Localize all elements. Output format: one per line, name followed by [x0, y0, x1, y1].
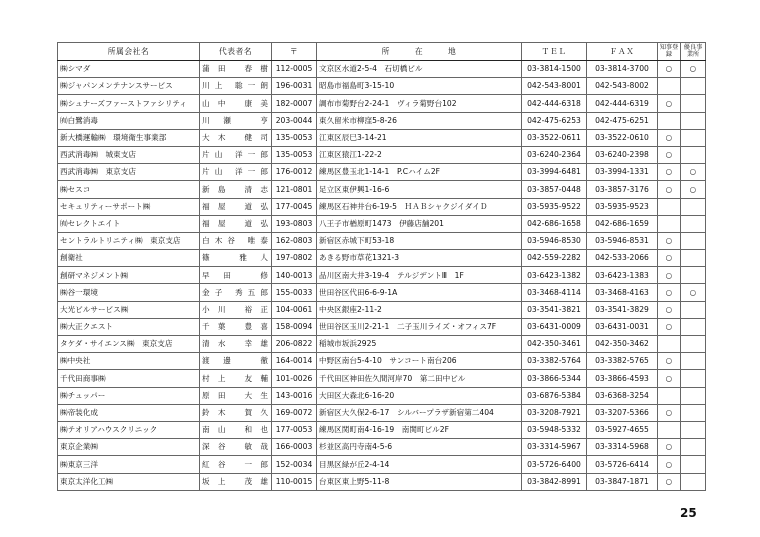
cell-tel: 03-5935-9522 [522, 198, 587, 215]
cell-governor-registration-mark [658, 215, 681, 232]
cell-address: 新宿区大久保2-6-17 シルバープラザ新宿第二404 [317, 404, 522, 421]
page-number: 25 [680, 506, 697, 520]
cell-governor-registration-mark [658, 78, 681, 95]
cell-postal-code: 196-0031 [272, 78, 317, 95]
cell-fax: 03-3847-1871 [587, 473, 658, 490]
cell-postal-code: 197-0802 [272, 250, 317, 267]
cell-fax: 03-3857-3176 [587, 181, 658, 198]
table-row [58, 112, 706, 129]
cell-tel: 03-3208-7921 [522, 404, 587, 421]
cell-tel: 03-3814-1500 [522, 61, 587, 78]
cell-representative: 村上 友輔 [200, 370, 272, 387]
company-registry-table [57, 42, 706, 491]
table-body [58, 61, 706, 491]
cell-postal-code: 206-0822 [272, 336, 317, 353]
cell-company: ㈱シマダ [58, 61, 200, 78]
cell-postal-code: 166-0003 [272, 439, 317, 456]
cell-fax: 03-6423-1383 [587, 267, 658, 284]
cell-address: 世田谷区玉川2-21-1 二子玉川ライズ・オフィス7F [317, 318, 522, 335]
cell-postal-code: 143-0016 [272, 387, 317, 404]
cell-excellent-office-mark: ○ [681, 164, 706, 181]
cell-governor-registration-mark [658, 198, 681, 215]
cell-representative: 大木 健司 [200, 129, 272, 146]
cell-company: ㈱帝装化成 [58, 404, 200, 421]
cell-tel: 03-3468-4114 [522, 284, 587, 301]
cell-fax: 03-5726-6414 [587, 456, 658, 473]
cell-excellent-office-mark [681, 353, 706, 370]
cell-address: あきる野市草花1321-3 [317, 250, 522, 267]
cell-excellent-office-mark [681, 370, 706, 387]
cell-fax: 03-3468-4163 [587, 284, 658, 301]
table-row [58, 215, 706, 232]
header-address: 所 在 地 [317, 43, 522, 61]
cell-representative: 川瀬 亨 [200, 112, 272, 129]
cell-address: 昭島市福島町3-15-10 [317, 78, 522, 95]
cell-representative: 白木谷 唯泰 [200, 232, 272, 249]
cell-tel: 03-3866-5344 [522, 370, 587, 387]
cell-tel: 042-475-6253 [522, 112, 587, 129]
cell-fax: 042-543-8002 [587, 78, 658, 95]
table-row [58, 95, 706, 112]
cell-fax: 03-3866-4593 [587, 370, 658, 387]
cell-excellent-office-mark [681, 232, 706, 249]
cell-company: 新大橋運輸㈱ 環境衛生事業部 [58, 129, 200, 146]
cell-postal-code: 182-0007 [272, 95, 317, 112]
cell-company: 千代田商事㈱ [58, 370, 200, 387]
cell-fax: 03-3382-5765 [587, 353, 658, 370]
cell-governor-registration-mark: ○ [658, 61, 681, 78]
cell-representative: 金子 秀五郎 [200, 284, 272, 301]
cell-representative: 福屋 道弘 [200, 198, 272, 215]
cell-address: 東久留米市柳窪5-8-26 [317, 112, 522, 129]
cell-postal-code: 110-0015 [272, 473, 317, 490]
table-row [58, 181, 706, 198]
cell-company: ㈱ジャパンメンテナンスサービス [58, 78, 200, 95]
cell-company: セントラルトリニティ㈱ 東京支店 [58, 232, 200, 249]
cell-governor-registration-mark [658, 336, 681, 353]
cell-tel: 042-444-6318 [522, 95, 587, 112]
cell-company: ㈱シュナーズファーストファシリティ [58, 95, 200, 112]
cell-tel: 03-3857-0448 [522, 181, 587, 198]
cell-postal-code: 177-0053 [272, 421, 317, 438]
table-row [58, 61, 706, 78]
cell-governor-registration-mark: ○ [658, 284, 681, 301]
table-row [58, 78, 706, 95]
cell-company: 西武消毒㈱ 東京支店 [58, 164, 200, 181]
cell-postal-code: 101-0026 [272, 370, 317, 387]
cell-postal-code: 155-0033 [272, 284, 317, 301]
cell-fax: 042-533-2066 [587, 250, 658, 267]
cell-representative: 篠 雅人 [200, 250, 272, 267]
cell-excellent-office-mark [681, 78, 706, 95]
cell-representative: 千葉 豊喜 [200, 318, 272, 335]
cell-representative: 清水 幸雄 [200, 336, 272, 353]
cell-address: 台東区東上野5-11-8 [317, 473, 522, 490]
cell-representative: 坂上 茂雄 [200, 473, 272, 490]
cell-company: ㈱中央社 [58, 353, 200, 370]
table-row [58, 318, 706, 335]
cell-company: 大光ビルサービス㈱ [58, 301, 200, 318]
cell-address: 稲城市坂浜2925 [317, 336, 522, 353]
cell-tel: 042-686-1658 [522, 215, 587, 232]
cell-excellent-office-mark [681, 215, 706, 232]
table-row [58, 146, 706, 163]
table-row [58, 353, 706, 370]
cell-fax: 03-5935-9523 [587, 198, 658, 215]
table-row [58, 301, 706, 318]
cell-fax: 03-3314-5968 [587, 439, 658, 456]
cell-address: 中央区銀座2-11-2 [317, 301, 522, 318]
cell-excellent-office-mark [681, 129, 706, 146]
cell-representative: 川上 聡一朗 [200, 78, 272, 95]
cell-fax: 042-444-6319 [587, 95, 658, 112]
cell-governor-registration-mark: ○ [658, 129, 681, 146]
cell-governor-registration-mark: ○ [658, 353, 681, 370]
cell-tel: 042-559-2282 [522, 250, 587, 267]
cell-postal-code: 177-0045 [272, 198, 317, 215]
cell-company: ㈱テオリアハウスクリニック [58, 421, 200, 438]
cell-fax: 042-475-6251 [587, 112, 658, 129]
cell-excellent-office-mark [681, 456, 706, 473]
table-row [58, 421, 706, 438]
cell-company: 東京企業㈱ [58, 439, 200, 456]
cell-company: ㈱大正クエスト [58, 318, 200, 335]
cell-company: ㈱セスコ [58, 181, 200, 198]
cell-fax: 03-3207-5366 [587, 404, 658, 421]
cell-governor-registration-mark [658, 387, 681, 404]
header-fax: ＦＡＸ [587, 43, 658, 61]
table-row [58, 439, 706, 456]
cell-postal-code: 121-0801 [272, 181, 317, 198]
table-row [58, 198, 706, 215]
cell-tel: 03-6240-2364 [522, 146, 587, 163]
cell-representative: 渡邊 徹 [200, 353, 272, 370]
cell-representative: 早田 修 [200, 267, 272, 284]
cell-postal-code: 158-0094 [272, 318, 317, 335]
cell-company: ㈱東京三洋 [58, 456, 200, 473]
cell-tel: 03-3314-5967 [522, 439, 587, 456]
cell-address: 中野区南台5-4-10 サンコート南台206 [317, 353, 522, 370]
cell-postal-code: 104-0061 [272, 301, 317, 318]
cell-representative: 福屋 道弘 [200, 215, 272, 232]
cell-governor-registration-mark: ○ [658, 439, 681, 456]
cell-representative: 深谷 敏哉 [200, 439, 272, 456]
cell-company: 東京太洋化工㈱ [58, 473, 200, 490]
cell-fax: 03-6240-2398 [587, 146, 658, 163]
cell-postal-code: 140-0013 [272, 267, 317, 284]
cell-governor-registration-mark: ○ [658, 232, 681, 249]
cell-excellent-office-mark [681, 95, 706, 112]
cell-representative: 鈴木 賀久 [200, 404, 272, 421]
cell-address: 杉並区高円寺南4-5-6 [317, 439, 522, 456]
cell-address: 江東区猿江1-22-2 [317, 146, 522, 163]
cell-company: タケダ・サイエンス㈱ 東京支店 [58, 336, 200, 353]
cell-address: 世田谷区代田6-6-9-1A [317, 284, 522, 301]
cell-postal-code: 193-0803 [272, 215, 317, 232]
cell-representative: 紅谷 一郎 [200, 456, 272, 473]
table-row [58, 387, 706, 404]
cell-governor-registration-mark [658, 421, 681, 438]
cell-excellent-office-mark [681, 336, 706, 353]
cell-governor-registration-mark: ○ [658, 404, 681, 421]
cell-representative: 蒲田 春樹 [200, 61, 272, 78]
cell-tel: 03-5726-6400 [522, 456, 587, 473]
cell-governor-registration-mark: ○ [658, 181, 681, 198]
cell-fax: 03-3522-0610 [587, 129, 658, 146]
cell-postal-code: 203-0044 [272, 112, 317, 129]
cell-address: 千代田区神田佐久間河岸70 第二田中ビル [317, 370, 522, 387]
cell-excellent-office-mark [681, 198, 706, 215]
cell-representative: 新島 清志 [200, 181, 272, 198]
cell-governor-registration-mark: ○ [658, 301, 681, 318]
cell-address: 練馬区石神井台6-19-5 ＨＡＢシャクジイダイＤ [317, 198, 522, 215]
header-company: 所属会社名 [58, 43, 200, 61]
cell-tel: 03-3842-8991 [522, 473, 587, 490]
cell-representative: 片山 洋一郎 [200, 164, 272, 181]
table-row [58, 336, 706, 353]
cell-address: 調布市菊野台2-24-1 ヴィラ菊野台102 [317, 95, 522, 112]
cell-representative: 片山 洋一郎 [200, 146, 272, 163]
cell-postal-code: 152-0034 [272, 456, 317, 473]
table-row [58, 404, 706, 421]
cell-excellent-office-mark: ○ [681, 61, 706, 78]
header-row [58, 43, 706, 61]
cell-address: 八王子市楢原町1473 伊藤店舗201 [317, 215, 522, 232]
cell-address: 目黒区緑が丘2-4-14 [317, 456, 522, 473]
cell-postal-code: 169-0072 [272, 404, 317, 421]
cell-postal-code: 164-0014 [272, 353, 317, 370]
cell-governor-registration-mark: ○ [658, 164, 681, 181]
table-row [58, 164, 706, 181]
cell-address: 練馬区関町南4-16-19 南関町ビル2F [317, 421, 522, 438]
cell-governor-registration-mark [658, 112, 681, 129]
cell-address: 新宿区赤城下町53-18 [317, 232, 522, 249]
cell-fax: 042-686-1659 [587, 215, 658, 232]
cell-tel: 03-5946-8530 [522, 232, 587, 249]
header-postal: 〒 [272, 43, 317, 61]
cell-governor-registration-mark: ○ [658, 267, 681, 284]
cell-fax: 03-5946-8531 [587, 232, 658, 249]
header-governor-registration: 知事登録 [658, 43, 681, 61]
cell-excellent-office-mark [681, 318, 706, 335]
cell-excellent-office-mark [681, 146, 706, 163]
cell-company: 西武消毒㈱ 城東支店 [58, 146, 200, 163]
cell-governor-registration-mark: ○ [658, 473, 681, 490]
cell-fax: 03-6368-3254 [587, 387, 658, 404]
cell-tel: 03-3994-6481 [522, 164, 587, 181]
header-representative: 代表者名 [200, 43, 272, 61]
table-row [58, 370, 706, 387]
cell-postal-code: 112-0005 [272, 61, 317, 78]
cell-company: ㈱チュッパー [58, 387, 200, 404]
cell-representative: 原田 大生 [200, 387, 272, 404]
cell-tel: 03-6876-5384 [522, 387, 587, 404]
cell-company: ㈱谷一環境 [58, 284, 200, 301]
cell-postal-code: 162-0803 [272, 232, 317, 249]
cell-tel: 03-6423-1382 [522, 267, 587, 284]
cell-company: セキュリティーサポート㈱ [58, 198, 200, 215]
cell-excellent-office-mark [681, 421, 706, 438]
cell-excellent-office-mark [681, 473, 706, 490]
header-excellent-office: 優良事業所 [681, 43, 706, 61]
cell-representative: 山中 康美 [200, 95, 272, 112]
cell-fax: 03-6431-0031 [587, 318, 658, 335]
cell-fax: 03-5927-4655 [587, 421, 658, 438]
table-row [58, 250, 706, 267]
cell-fax: 042-350-3462 [587, 336, 658, 353]
table-header [58, 43, 706, 61]
cell-excellent-office-mark [681, 404, 706, 421]
cell-governor-registration-mark: ○ [658, 370, 681, 387]
cell-tel: 03-5948-5332 [522, 421, 587, 438]
cell-fax: 03-3994-1331 [587, 164, 658, 181]
cell-tel: 042-350-3461 [522, 336, 587, 353]
cell-tel: 03-6431-0009 [522, 318, 587, 335]
cell-excellent-office-mark [681, 267, 706, 284]
cell-tel: 03-3382-5764 [522, 353, 587, 370]
table-row [58, 267, 706, 284]
cell-excellent-office-mark [681, 112, 706, 129]
cell-address: 練馬区豊玉北1-14-1 P.Cハイム2F [317, 164, 522, 181]
table-row [58, 473, 706, 490]
cell-tel: 042-543-8001 [522, 78, 587, 95]
cell-address: 江東区辰巳3-14-21 [317, 129, 522, 146]
table-row [58, 232, 706, 249]
table-row [58, 284, 706, 301]
cell-company: 創衛社 [58, 250, 200, 267]
cell-fax: 03-3541-3829 [587, 301, 658, 318]
cell-governor-registration-mark: ○ [658, 250, 681, 267]
cell-excellent-office-mark [681, 250, 706, 267]
cell-tel: 03-3541-3821 [522, 301, 587, 318]
cell-fax: 03-3814-3700 [587, 61, 658, 78]
cell-excellent-office-mark [681, 439, 706, 456]
cell-postal-code: 135-0053 [272, 129, 317, 146]
cell-governor-registration-mark: ○ [658, 95, 681, 112]
table-row [58, 129, 706, 146]
cell-address: 足立区東伊興1-16-6 [317, 181, 522, 198]
cell-representative: 小川 裕正 [200, 301, 272, 318]
cell-governor-registration-mark: ○ [658, 318, 681, 335]
header-tel: ＴＥＬ [522, 43, 587, 61]
cell-excellent-office-mark [681, 387, 706, 404]
cell-representative: 南山 和也 [200, 421, 272, 438]
cell-company: 創研マネジメント㈱ [58, 267, 200, 284]
cell-company: ㈲セレクトエイト [58, 215, 200, 232]
cell-governor-registration-mark: ○ [658, 146, 681, 163]
cell-address: 大田区大森北6-16-20 [317, 387, 522, 404]
cell-tel: 03-3522-0611 [522, 129, 587, 146]
cell-address: 文京区水道2-5-4 石切橋ビル [317, 61, 522, 78]
cell-governor-registration-mark: ○ [658, 456, 681, 473]
cell-address: 品川区南大井3-19-4 テルジデントⅢ 1F [317, 267, 522, 284]
cell-excellent-office-mark [681, 301, 706, 318]
cell-postal-code: 176-0012 [272, 164, 317, 181]
table-row [58, 456, 706, 473]
cell-postal-code: 135-0053 [272, 146, 317, 163]
cell-excellent-office-mark: ○ [681, 181, 706, 198]
cell-company: ㈲白鷺消毒 [58, 112, 200, 129]
cell-excellent-office-mark: ○ [681, 284, 706, 301]
